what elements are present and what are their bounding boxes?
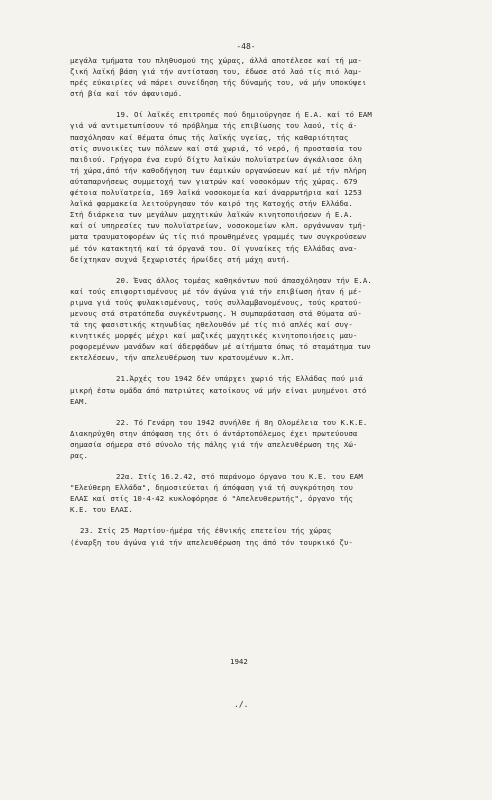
paragraph-22a <box>70 471 418 515</box>
text-line: σημασία σήμερα στό σύνολο τής πάλης γιά τήν απελευθέρωση της Χώ- <box>70 439 358 449</box>
text-line: ζική λαϊκή βάση γιά τήν αντίσταση του, έδωσε στό λαό τίς πιό λαμ- <box>70 67 362 77</box>
text-line: δείχτηκαν συχνά ξεχωριστές ήρωίδες στή μάχη αυτή. <box>70 254 290 264</box>
text-line: ΕΛΑΣ καί στίς 10-4-42 κυκλοφόρησε ό "Απελευθερωτής", όργανο τής <box>70 494 353 504</box>
text-line: εκτελέσεων, τήν απελευθέρωση των κρατουμένων κ.λπ. <box>70 353 295 363</box>
text-line: "Ελεύθερη Ελλάδα", δημοσιεύεται ή άπόφαση γιά τή συγκρότηση του <box>70 483 353 493</box>
paragraph-23 <box>70 525 418 547</box>
text-line: ριμνα γιά τούς φυλακισμένους, τούς συλλαμβανομένους, τούς κρατού- <box>70 297 362 307</box>
paragraph-20 <box>70 275 418 364</box>
text-line: Στή διάρκεια των μεγάλων μαχητικών λαϊκών κινητοποιήσεων ή Ε.Α. <box>70 210 353 220</box>
text-line: γιά νά αντιμετωπίσουν τό πρόβλημα τής επιβίωσης του λαού, τίς ά- <box>70 121 358 131</box>
text-line: πρές εύκαιρίες νά πάρει συνείδηση τής δύναμής του, νά μήν υποκύψει <box>70 78 367 88</box>
page-number: -48- <box>236 42 256 51</box>
paragraph-intro <box>70 55 418 99</box>
end-mark: ./. <box>234 700 249 709</box>
text-line: φέτοια πολυϊατρεία, 169 λαϊκά νοσοκομεία καί άναρρωτήρια καί 1253 <box>70 188 362 198</box>
text-line: 22α. Στίς 16.2.42, στό παράνομο όργανο του Κ.Ε. του ΕΑΜ <box>116 472 363 482</box>
text-line: ματα τραυματοφορέων ώς τίς πιό προωθημένες γραμμές των συγκρούσεων <box>70 232 367 242</box>
text-line: (έναρξη του άγώνα γιά τήν απελευθέρωση της άπό τόν τουρκικό ζυ- <box>70 537 353 547</box>
text-line: μέ τόν κατακτητή καί τά όργανά του. Οί γυναίκες τής Ελλάδας ανα- <box>70 243 358 253</box>
text-line: ΕΑΜ. <box>70 396 88 406</box>
paragraph-21 <box>70 373 418 406</box>
text-line: 19. Οί λαϊκές επιτροπές πού δημιούργησε ή Ε.Α. καί τό ΕΑΜ <box>116 110 372 120</box>
text-line: μεγάλα τμήματα του πληθυσμού της χώρας, άλλά αποτέλεσε καί τή μα- <box>70 56 362 65</box>
text-line: στή βία καί τόν άφανισμό. <box>70 89 183 99</box>
text-line: αύταπαρνήσεως συμμετοχή των γιατρών καί νοσοκόμων τής χώρας. 679 <box>70 176 358 186</box>
text-line: τά της φασιστικής κτηνωδίας ηθελουθόν μέ τίς πιό απλές καί συγ- <box>70 320 353 330</box>
text-line: πασχόλησαν καί θέματα όπως τής λαϊκής υγείας, τής καθαριότητας <box>70 132 349 142</box>
year-annotation: 1942 <box>230 657 248 666</box>
text-line: στίς συνοικίες των πόλεων καί στά χωριά, τό νερό, ή προστασία του <box>70 143 362 153</box>
text-line: Διακηρύχθη στην άπόφαση της ότι ό άντάρτοπόλεμος έχει πρωτεύουσα <box>70 428 358 438</box>
text-line: 20. Ένας άλλος τομέας καθηκόντων πού άπασχόλησαν τήν Ε.Α. <box>116 275 372 285</box>
text-line: ρας. <box>70 451 88 460</box>
text-line: 22. Τό Γενάρη του 1942 συνήλθε ή 8η Ολομέλεια του Κ.Κ.Ε. <box>116 417 368 427</box>
paragraph-19 <box>70 109 418 264</box>
paragraph-22 <box>70 417 418 461</box>
text-line: τή χώρα,άπό τήν καθοδήγηση των έαμικών οργανώσεων καί μέ τήν πλήρη <box>70 165 367 175</box>
text-line: κινητικές μορφές μέχρι καί μαζικές μαχητικές κινητοποιήσεις μαυ- <box>70 331 358 341</box>
text-line: ροφορεμένων μανάδων καί άδερφάδων μέ αίτήματα όπως τό σταμάτημα των <box>70 342 371 352</box>
text-line: μενους στά στρατόπεδα συγκέντρωσης. Ή συμπαράσταση στά θύματα αύ- <box>70 308 362 318</box>
text-line: 21.Άρχές του 1942 δέν υπάρχει χωριό τής Ελλάδας πού μιά <box>116 374 363 384</box>
text-line: λαϊκά φαρμακεία λειτούργησαν τόν καιρό της Κατοχής στήν Ελλάδα. <box>70 199 353 209</box>
body-text <box>70 55 418 548</box>
text-line: καί τούς επιφορτισμένους μέ τόν άγώνα γιά τήν επιβίωση ήταν ή μέ- <box>70 286 362 296</box>
text-line: παιδιού. Γρήγορα ένα ευρύ δίχτυ λαϊκών πολυϊατρείων άγκάλιασε όλη <box>70 154 362 164</box>
text-line: καί οί υπηρεσίες των πολυϊατρείων, νοσοκομείων κλπ. οργάνωναν τμή- <box>70 221 367 231</box>
text-line: Κ.Ε. του ΕΛΑΣ. <box>70 505 133 515</box>
text-line: μικρή έστω ομάδα άπό πατριώτες κατοίκους νά μήν είναι μυημένοι στό <box>70 385 367 395</box>
text-line: 23. Στίς 25 Μαρτίου-ήμέρα τής έθνικής επετείου τής χώρας <box>80 526 332 536</box>
